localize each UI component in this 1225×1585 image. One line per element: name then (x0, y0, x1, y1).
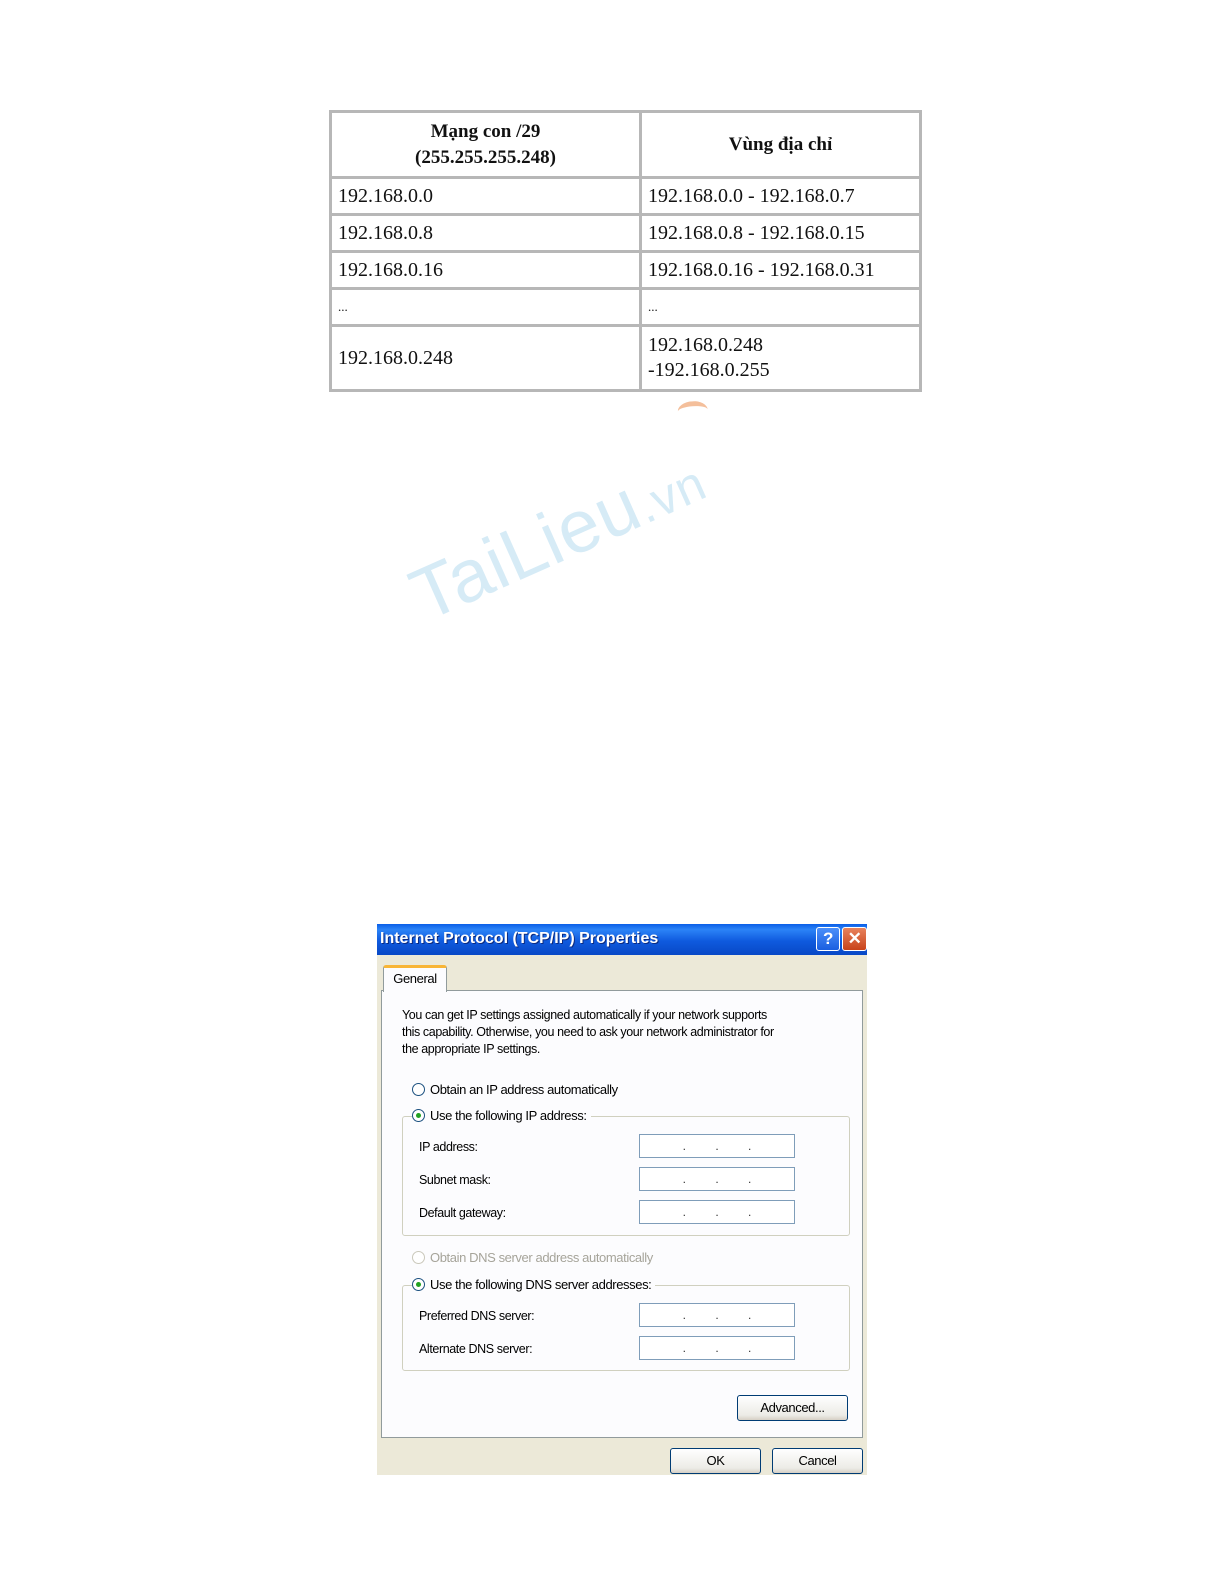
ip-dot: . (747, 1139, 752, 1153)
tab-general[interactable]: General (383, 965, 447, 992)
table-header-row (331, 112, 921, 178)
cell-subnet: ... (331, 289, 641, 326)
radio-unselected-icon (412, 1083, 425, 1096)
cell-range: ... (641, 289, 921, 326)
preferred-dns-label: Preferred DNS server: (419, 1309, 535, 1323)
table-row (331, 178, 921, 215)
intro-line: this capability. Otherwise, you need to ask your network administrator for (402, 1025, 774, 1039)
radio-obtain-ip-label: Obtain an IP address automatically (430, 1082, 618, 1097)
cell-subnet: 192.168.0.16 (331, 252, 641, 289)
table-row (331, 215, 921, 252)
default-gateway-label: Default gateway: (419, 1206, 506, 1220)
title-bar[interactable] (377, 924, 867, 955)
ip-dot: . (747, 1308, 752, 1322)
cell-range-line1: 192.168.0.248 (648, 334, 763, 356)
table-row (331, 326, 921, 391)
ip-dot: . (682, 1341, 686, 1355)
ip-dot: . (747, 1172, 752, 1186)
default-gateway-input[interactable] (639, 1200, 795, 1224)
cell-range: 192.168.0.8 - 192.168.0.15 (641, 215, 921, 252)
ip-dot: . (715, 1139, 719, 1153)
question-mark-icon: ? (823, 929, 833, 948)
radio-use-dns-label: Use the following DNS server addresses: (430, 1277, 652, 1292)
cancel-button[interactable]: Cancel (772, 1448, 863, 1474)
ok-button[interactable]: OK (670, 1448, 761, 1474)
watermark-swoosh (677, 400, 708, 421)
cell-subnet: 192.168.0.248 (331, 326, 641, 391)
radio-selected-icon (412, 1109, 425, 1122)
tcpip-properties-dialog (377, 924, 867, 1475)
ip-dot: . (682, 1205, 686, 1219)
cell-range: 192.168.0.16 - 192.168.0.31 (641, 252, 921, 289)
cell-range (641, 326, 921, 391)
radio-obtain-dns-label: Obtain DNS server address automatically (430, 1250, 653, 1265)
subnet-mask-label: Subnet mask: (419, 1173, 491, 1187)
header-subnet (331, 112, 641, 178)
ip-dot: . (682, 1172, 686, 1186)
preferred-dns-input[interactable] (639, 1303, 795, 1327)
help-button[interactable] (816, 927, 840, 951)
cell-subnet: 192.168.0.0 (331, 178, 641, 215)
ip-dot: . (747, 1341, 752, 1355)
table-row (331, 252, 921, 289)
alternate-dns-label: Alternate DNS server: (419, 1342, 533, 1356)
intro-line: You can get IP settings assigned automatically if your network supports (402, 1008, 767, 1022)
ip-address-label: IP address: (419, 1140, 478, 1154)
table-row (331, 289, 921, 326)
general-panel (381, 990, 863, 1438)
advanced-button[interactable]: Advanced... (737, 1395, 848, 1421)
cell-range: 192.168.0.0 - 192.168.0.7 (641, 178, 921, 215)
cell-subnet: 192.168.0.8 (331, 215, 641, 252)
intro-text (402, 1007, 842, 1058)
ip-dot: . (715, 1205, 719, 1219)
ip-dot: . (715, 1341, 719, 1355)
radio-use-ip[interactable] (412, 1108, 591, 1123)
radio-use-ip-label: Use the following IP address: (430, 1108, 587, 1123)
ip-dot: . (682, 1308, 686, 1322)
subnet-table (329, 110, 922, 392)
dialog-title: Internet Protocol (TCP/IP) Properties (380, 930, 659, 947)
radio-selected-icon (412, 1278, 425, 1291)
cell-range-line2: -192.168.0.255 (648, 359, 770, 381)
header-subnet-line2: (255.255.255.248) (415, 146, 556, 168)
ip-address-group (402, 1116, 850, 1236)
intro-line: the appropriate IP settings. (402, 1042, 540, 1056)
ip-dot: . (747, 1205, 752, 1219)
radio-disabled-icon (412, 1251, 425, 1264)
watermark-logo (398, 433, 717, 637)
close-icon: ✕ (847, 929, 862, 948)
radio-obtain-ip[interactable] (412, 1082, 622, 1097)
watermark-text: TaiLieu (398, 462, 653, 637)
radio-obtain-dns[interactable] (412, 1250, 657, 1265)
subnet-mask-input[interactable] (639, 1167, 795, 1191)
header-subnet-line1: Mạng con /29 (430, 120, 541, 142)
ip-dot: . (715, 1308, 719, 1322)
close-button[interactable] (842, 927, 867, 951)
alternate-dns-input[interactable] (639, 1336, 795, 1360)
ip-dot: . (682, 1139, 686, 1153)
ip-dot: . (715, 1172, 719, 1186)
header-range: Vùng địa chỉ (641, 112, 921, 178)
dns-server-group (402, 1285, 850, 1371)
radio-use-dns[interactable] (412, 1277, 655, 1292)
ip-address-input[interactable] (639, 1134, 795, 1158)
watermark-tld: .vn (627, 454, 715, 534)
